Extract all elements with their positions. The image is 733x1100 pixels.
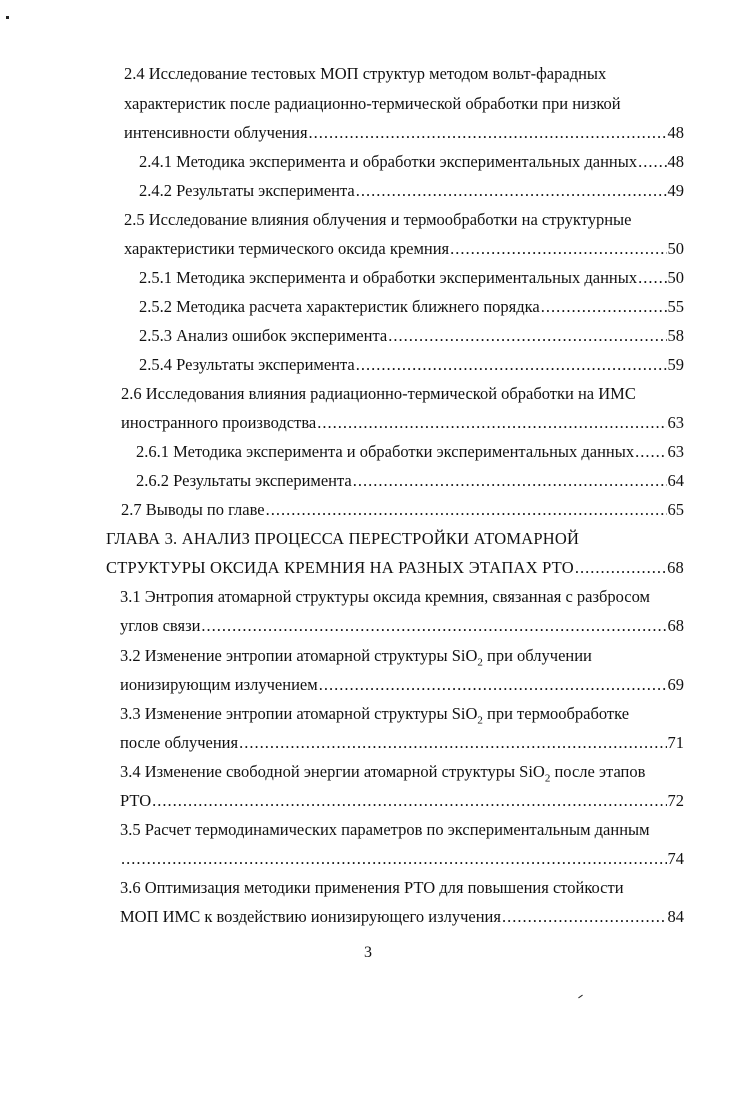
- toc-2-4-2-title: 2.4.2 Результаты эксперимента: [139, 181, 355, 200]
- toc-3-4-page: 72: [667, 791, 684, 810]
- toc-2-6-1-page: 63: [667, 442, 684, 461]
- toc-2-7-page: 65: [667, 500, 684, 519]
- toc-3-2-page: 69: [667, 675, 684, 694]
- toc-3-3-page: 71: [667, 733, 684, 752]
- toc-2-5-3-page: 58: [667, 326, 684, 345]
- toc-3-5-page: 74: [667, 849, 684, 868]
- toc-3-1-line2: углов связи: [120, 616, 201, 635]
- toc-entry-2-5-3: [139, 325, 684, 347]
- toc-entry-2-4-1: [139, 151, 684, 173]
- toc-2-7-title: 2.7 Выводы по главе: [121, 500, 265, 519]
- toc-entry-3-6: [120, 906, 684, 928]
- toc-2-5-2-title: 2.5.2 Методика расчета характеристик ближнего порядка: [139, 297, 540, 316]
- toc-3-1-line1: 3.1 Энтропия атомарной структуры оксида кремния, связанная с разбросом: [120, 587, 650, 606]
- toc-entry-3-3: [120, 732, 684, 754]
- toc-3-6-page: 84: [667, 907, 684, 926]
- toc-2-6-1-title: 2.6.1 Методика эксперимента и обработки экспериментальных данных: [136, 442, 635, 461]
- toc-2-4-line3: интенсивности облучения: [124, 123, 308, 142]
- toc-chapter-3-line2: СТРУКТУРЫ ОКСИДА КРЕМНИЯ НА РАЗНЫХ ЭТАПАХ РТО: [106, 558, 574, 577]
- toc-chapter-3-line1: ГЛАВА 3. АНАЛИЗ ПРОЦЕССА ПЕРЕСТРОЙКИ АТОМАРНОЙ: [106, 529, 580, 548]
- toc-3-2-line2: ионизирующим излучением: [120, 675, 318, 694]
- toc-entry-3-5: [120, 848, 684, 870]
- toc-entry-2-5-1: [139, 267, 684, 289]
- scan-speck: [578, 995, 583, 999]
- toc-entry-3-2: [120, 674, 684, 696]
- toc-2-5-2-page: 55: [667, 297, 684, 316]
- toc-entry-2-6-2: [136, 470, 684, 492]
- toc-2-6-2-page: 64: [667, 471, 684, 490]
- toc-3-1-page: 68: [667, 616, 684, 635]
- toc-2-5-1-page: 50: [667, 268, 684, 287]
- toc-2-4-line2: характеристик после радиационно-термической обработки при низкой: [124, 94, 621, 113]
- toc-2-5-4-page: 59: [667, 355, 684, 374]
- toc-2-4-page: 48: [667, 123, 684, 142]
- toc-3-2-line1: 3.2 Изменение энтропии атомарной структуры SiO$_2$ при облучении: [120, 646, 592, 669]
- toc-2-6-2-title: 2.6.2 Результаты эксперимента: [136, 471, 352, 490]
- toc-2-5-line1: 2.5 Исследование влияния облучения и термообработки на структурные: [124, 210, 632, 229]
- toc-chapter-3-page: 68: [667, 558, 684, 577]
- toc-entry-3-4: [120, 790, 684, 812]
- scan-speck: [6, 16, 9, 19]
- toc-entry-2-5: [124, 238, 684, 260]
- toc-entry-2-6: [121, 412, 684, 434]
- toc-entry-2-5-2: [139, 296, 684, 318]
- toc-2-6-page: 63: [667, 413, 684, 432]
- toc-entry-2-7: [121, 499, 684, 521]
- toc-entry-chapter-3: [106, 557, 684, 579]
- toc-2-5-page: 50: [667, 239, 684, 258]
- toc-entry-3-1: [120, 615, 684, 637]
- toc-2-5-3-title: 2.5.3 Анализ ошибок эксперимента: [139, 326, 388, 345]
- toc-entry-2-4: [124, 122, 684, 144]
- toc-2-6-line1: 2.6 Исследования влияния радиационно-термической обработки на ИМС: [121, 384, 636, 403]
- toc-3-3-line2: после облучения: [120, 733, 239, 752]
- toc-2-5-1-title: 2.5.1 Методика эксперимента и обработки экспериментальных данных: [139, 268, 638, 287]
- toc-entry-2-6-1: [136, 441, 684, 463]
- toc-entry-2-5-4: [139, 354, 684, 376]
- toc-3-4-line1: 3.4 Изменение свободной энергии атомарной структуры SiO$_2$ после этапов: [120, 762, 646, 785]
- toc-entry-2-4-2: [139, 180, 684, 202]
- toc-2-5-line2: характеристики термического оксида кремния: [124, 239, 450, 258]
- toc-2-6-line2: иностранного производства: [121, 413, 317, 432]
- toc-2-4-line1: 2.4 Исследование тестовых МОП структур методом вольт-фарадных: [124, 64, 607, 83]
- toc-3-5-line1: 3.5 Расчет термодинамических параметров по экспериментальным данным: [120, 820, 650, 839]
- page-number: 3: [364, 944, 372, 961]
- toc-2-5-4-title: 2.5.4 Результаты эксперимента: [139, 355, 355, 374]
- toc-2-4-2-page: 49: [667, 181, 684, 200]
- toc-3-4-line2: РТО: [120, 791, 152, 810]
- toc-3-6-line2: МОП ИМС к воздействию ионизирующего излучения: [120, 907, 501, 926]
- toc-2-4-1-title: 2.4.1 Методика эксперимента и обработки экспериментальных данных: [139, 152, 638, 171]
- toc-2-4-1-page: 48: [667, 152, 684, 171]
- toc-3-6-line1: 3.6 Оптимизация методики применения РТО для повышения стойкости: [120, 878, 624, 897]
- toc-3-3-line1: 3.3 Изменение энтропии атомарной структуры SiO$_2$ при термообработке: [120, 704, 630, 727]
